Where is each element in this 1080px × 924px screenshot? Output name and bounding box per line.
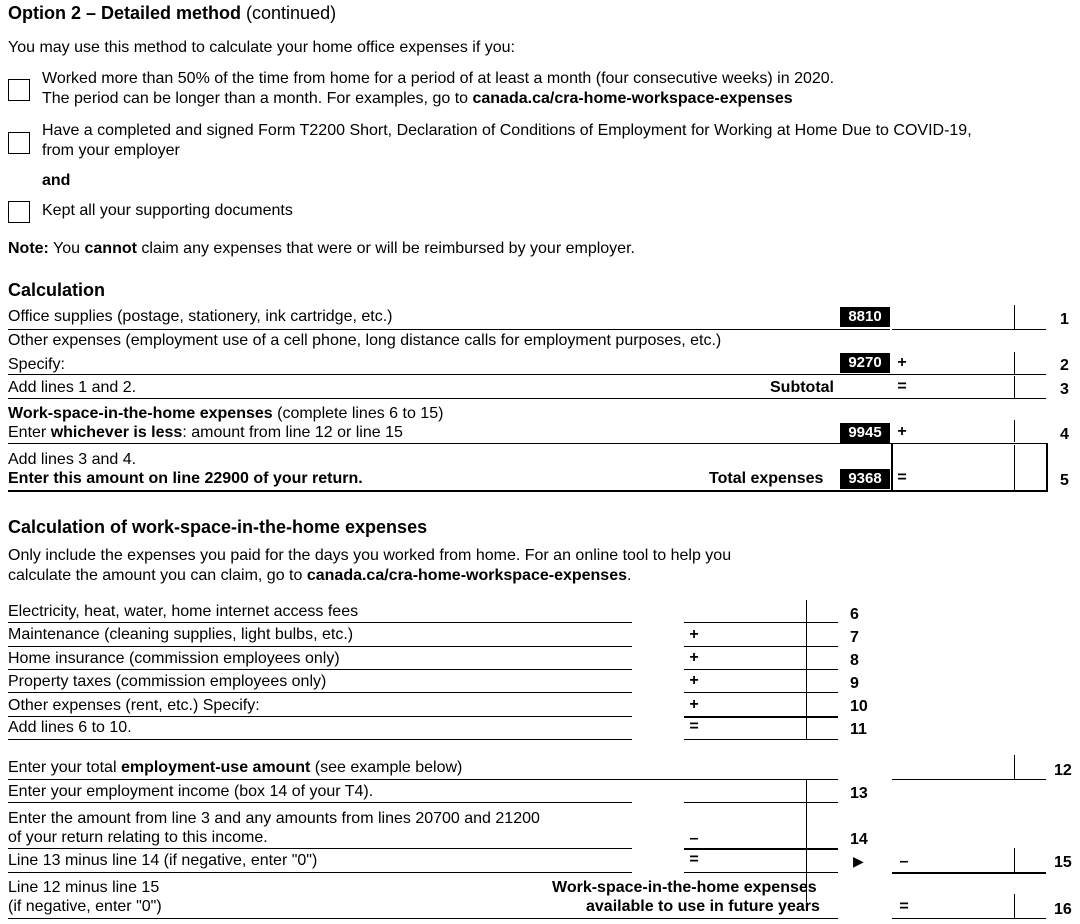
line-number-13: 13 [850, 785, 868, 802]
line-number-1: 1 [1060, 311, 1069, 328]
line-13-amount-field[interactable] [684, 780, 838, 802]
line-16-title-2: available to use in future years [586, 898, 820, 915]
line-1-rule [8, 329, 890, 330]
line-4-label-b [8, 423, 403, 442]
line-number-14: 14 [850, 831, 868, 848]
total-box-right [1046, 443, 1048, 490]
line-4-title: Work-space-in-the-home expenses [8, 405, 273, 422]
line-12-field-rule [892, 779, 1046, 780]
line-5-label-a: Add lines 3 and 4. [8, 451, 137, 468]
line-9-label: Property taxes (commission employees only) [8, 673, 327, 690]
line-1-amount-field[interactable] [892, 305, 1046, 329]
line-16-rule [8, 918, 838, 919]
line-3-rule [8, 398, 1046, 399]
line-2-code: 9270 [840, 353, 890, 373]
line-2-amount-field[interactable] [892, 352, 1046, 374]
line-11-equals: = [689, 718, 699, 735]
line-16-label-a: Line 12 minus line 15 [8, 879, 160, 896]
line-8-rule [8, 669, 632, 670]
condition-1-line-2 [42, 89, 793, 108]
condition-1-line-1: Worked more than 50% of the time from home for a period of at least a month (four consecutive weeks) in 2020. [42, 70, 835, 87]
line-15-field-rule [684, 872, 838, 873]
line-7-rule [8, 646, 632, 647]
line-7-label: Maintenance (cleaning supplies, light bulbs, etc.) [8, 626, 354, 643]
line-11-amount-field[interactable] [684, 717, 838, 739]
line-14-label-b: of your return relating to this income. [8, 829, 268, 846]
and-connector: and [42, 172, 71, 189]
line-9-amount-field[interactable] [684, 670, 838, 692]
line-13-field-rule [684, 802, 838, 803]
line-number-7: 7 [850, 629, 859, 646]
line-15-minus: – [899, 853, 909, 870]
workspace-intro-pre: calculate the amount you can claim, go to [8, 567, 307, 584]
line-4-whichever: whichever is less [50, 424, 183, 441]
line-1-field-rule [892, 329, 1046, 330]
condition-1-prefix: The period can be longer than a month. For examples, go to [42, 90, 473, 107]
line-15-equals: = [689, 851, 699, 868]
subtotal-label: Subtotal [770, 379, 834, 396]
workspace-intro-post: . [627, 567, 632, 584]
note-cannot: cannot [84, 240, 137, 257]
calculation-heading: Calculation [8, 280, 106, 300]
condition-3-text: Kept all your supporting documents [42, 202, 293, 219]
line-4-label-a [8, 404, 443, 423]
line-14-rule [8, 848, 632, 849]
line-5-rule [8, 490, 1048, 492]
line-number-6: 6 [850, 606, 859, 623]
workspace-heading: Calculation of work-space-in-the-home expenses [8, 517, 428, 537]
note-pre: You [48, 240, 85, 257]
line-7-plus: + [689, 626, 699, 643]
line-number-2: 2 [1060, 357, 1069, 374]
condition-1-link[interactable]: canada.ca/cra-home-workspace-expenses [472, 90, 793, 107]
line-15-rule [8, 872, 632, 873]
line-4-amount-field[interactable] [892, 420, 1046, 442]
line-11-label: Add lines 6 to 10. [8, 719, 132, 736]
line-16-title-1: Work-space-in-the-home expenses [552, 879, 817, 896]
line-5-total-field[interactable] [893, 445, 1045, 489]
line-15-right-field-rule [892, 872, 1046, 874]
line-number-15: 15 [1054, 854, 1072, 871]
line-number-5: 5 [1060, 472, 1069, 489]
line-15-label: Line 13 minus line 14 (if negative, enter "0") [8, 852, 318, 869]
line-5-label-b: Enter this amount on line 22900 of your return. [8, 470, 363, 487]
line-14-amount-field[interactable] [684, 826, 838, 848]
line-16-equals: = [899, 898, 909, 915]
intro-text: You may use this method to calculate your home office expenses if you: [8, 39, 515, 56]
line-3-equals: = [897, 378, 907, 395]
line-16-field-rule [892, 918, 1046, 919]
transfer-arrow-icon: ▶ [853, 853, 864, 869]
line-12-label [8, 758, 462, 777]
line-4-plus: + [897, 423, 907, 440]
condition-2-line-2: from your employer [42, 142, 180, 159]
line-2-plus: + [897, 354, 907, 371]
line-13-label: Enter your employment income (box 14 of your T4). [8, 783, 374, 800]
title-bold: Option 2 – Detailed method [8, 3, 242, 23]
line-number-12: 12 [1054, 762, 1072, 779]
condition-2-line-1: Have a completed and signed Form T2200 Short, Declaration of Conditions of Employment for Working at Home Due to COVID-19, [42, 122, 972, 139]
line-number-3: 3 [1060, 381, 1069, 398]
line-2-specify-field[interactable] [72, 352, 832, 374]
condition-3-checkbox[interactable] [8, 201, 30, 223]
line-2-rule [8, 374, 1046, 375]
line-10-amount-field[interactable] [684, 693, 838, 715]
line-6-rule [8, 622, 632, 623]
line-10-label: Other expenses (rent, etc.) Specify: [8, 697, 260, 714]
total-expenses-label: Total expenses [709, 470, 824, 487]
section-title [8, 4, 336, 23]
line-6-amount-field[interactable] [684, 600, 838, 622]
line-7-amount-field[interactable] [684, 623, 838, 645]
line-number-10: 10 [850, 698, 868, 715]
line-1-label: Office supplies (postage, stationery, ink cartridge, etc.) [8, 308, 393, 325]
line-10-specify-field[interactable] [285, 693, 630, 715]
line-number-8: 8 [850, 652, 859, 669]
line-16-amount-field[interactable] [892, 894, 1046, 918]
note-label: Note: [8, 240, 49, 257]
line-12-pre: Enter your total [8, 759, 121, 776]
line-10-rule [8, 716, 632, 717]
line-11-field-rule [684, 739, 838, 740]
line-4-pre: Enter [8, 424, 51, 441]
line-8-label: Home insurance (commission employees only) [8, 650, 340, 667]
line-14-minus: – [689, 830, 699, 847]
line-15-amount-field[interactable] [684, 850, 838, 872]
line-8-plus: + [689, 649, 699, 666]
line-5-equals: = [897, 469, 907, 486]
line-4-rest: : amount from line 12 or line 15 [182, 424, 403, 441]
line-12-rest: (see example below) [310, 759, 463, 776]
line-12-amount-field[interactable] [892, 755, 1046, 779]
workspace-intro-2 [8, 566, 631, 585]
line-3-amount-field[interactable] [892, 376, 1046, 398]
line-10-plus: + [689, 696, 699, 713]
condition-1-checkbox[interactable] [8, 79, 30, 101]
line-15-right-amount-field[interactable] [892, 848, 1046, 872]
line-6-label: Electricity, heat, water, home internet access fees [8, 603, 359, 620]
line-1-code: 8810 [840, 307, 890, 327]
line-4-title-rest: (complete lines 6 to 15) [272, 405, 444, 422]
title-normal: (continued) [241, 3, 337, 23]
line-14-label-a: Enter the amount from line 3 and any amounts from lines 20700 and 21200 [8, 810, 540, 827]
line-16-label-b: (if negative, enter "0") [8, 898, 162, 915]
line-9-plus: + [689, 672, 699, 689]
line-4-code: 9945 [840, 423, 890, 443]
line-number-9: 9 [850, 675, 859, 692]
condition-2-checkbox[interactable] [8, 132, 30, 154]
note [8, 239, 635, 258]
line-11-rule [8, 739, 632, 740]
line-2-label-b: Specify: [8, 356, 65, 373]
line-2-label-a: Other expenses (employment use of a cell phone, long distance calls for employment purposes, etc.) [8, 332, 722, 349]
workspace-intro-1: Only include the expenses you paid for the days you worked from home. For an online tool to help you [8, 547, 732, 564]
line-number-11: 11 [850, 721, 867, 738]
line-8-amount-field[interactable] [684, 647, 838, 669]
line-number-16: 16 [1054, 901, 1072, 918]
line-13-rule [8, 802, 632, 803]
line-number-4: 4 [1060, 426, 1069, 443]
line-3-label: Add lines 1 and 2. [8, 379, 137, 396]
workspace-link[interactable]: canada.ca/cra-home-workspace-expenses [306, 567, 627, 584]
line-12-bold: employment-use amount [120, 759, 311, 776]
line-5-code: 9368 [840, 469, 890, 489]
note-rest: claim any expenses that were or will be reimbursed by your employer. [136, 240, 635, 257]
